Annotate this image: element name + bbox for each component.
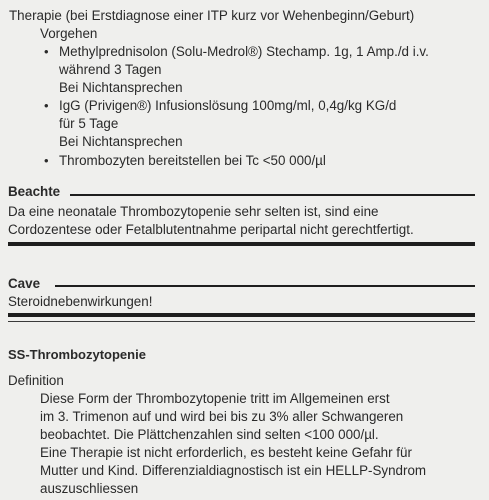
definition-line: Eine Therapie ist nicht erforderlich, es besteht keine Gefahr für [40,445,412,460]
bullet-dot: • [44,98,49,113]
definition-line: Mutter und Kind. Differenzialdiagnostisch ist ein HELLP-Syndrom [40,463,427,478]
cave-title: Cave [8,276,41,291]
definition-label: Definition [8,373,64,388]
beachte-title: Beachte [8,184,61,199]
approach-label: Vorgehen [40,26,98,41]
definition-line: im 3. Trimenon auf und wird bei bis zu 3% aller Schwangeren [40,409,404,424]
definition-line: beobachtet. Die Plättchenzahlen sind selten <100 000/µl. [40,427,379,442]
item1-line1: Methylprednisolon (Solu-Medrol®) Stechamp. 1g, 1 Amp./d i.v. [59,44,429,59]
beachte-line2: Cordozentese oder Fetalblutentnahme peripartal nicht gerechtfertigt. [8,222,414,237]
bullet-dot: • [44,44,49,59]
definition-line: Diese Form der Thrombozytopenie tritt im Allgemeinen erst [40,391,390,406]
item3-line1: Thrombozyten bereitstellen bei Tc <50 000/µl [59,153,326,168]
cave-top-rule [55,285,475,287]
cave-line1: Steroidnebenwirkungen! [8,294,153,309]
item2-line1: IgG (Privigen®) Infusionslösung 100mg/ml, 0,4g/kg KG/d [59,98,397,113]
cave-bottom-rule [8,313,475,317]
item1-line2: während 3 Tagen [59,62,162,77]
beachte-top-rule [70,194,475,196]
item1-line3: Bei Nichtansprechen [59,80,183,95]
ss-title: SS-Thrombozytopenie [8,347,146,362]
bullet-dot: • [44,153,49,168]
therapy-heading: Therapie (bei Erstdiagnose einer ITP kurz vor Wehenbeginn/Geburt) [9,8,415,23]
cave-secondary-rule [8,321,475,322]
item2-line3: Bei Nichtansprechen [59,134,183,149]
definition-line: auszuschliessen [40,481,139,496]
beachte-line1: Da eine neonatale Thrombozytopenie sehr selten ist, sind eine [8,204,379,219]
item2-line2: für 5 Tage [59,116,119,131]
beachte-bottom-rule [8,242,475,246]
